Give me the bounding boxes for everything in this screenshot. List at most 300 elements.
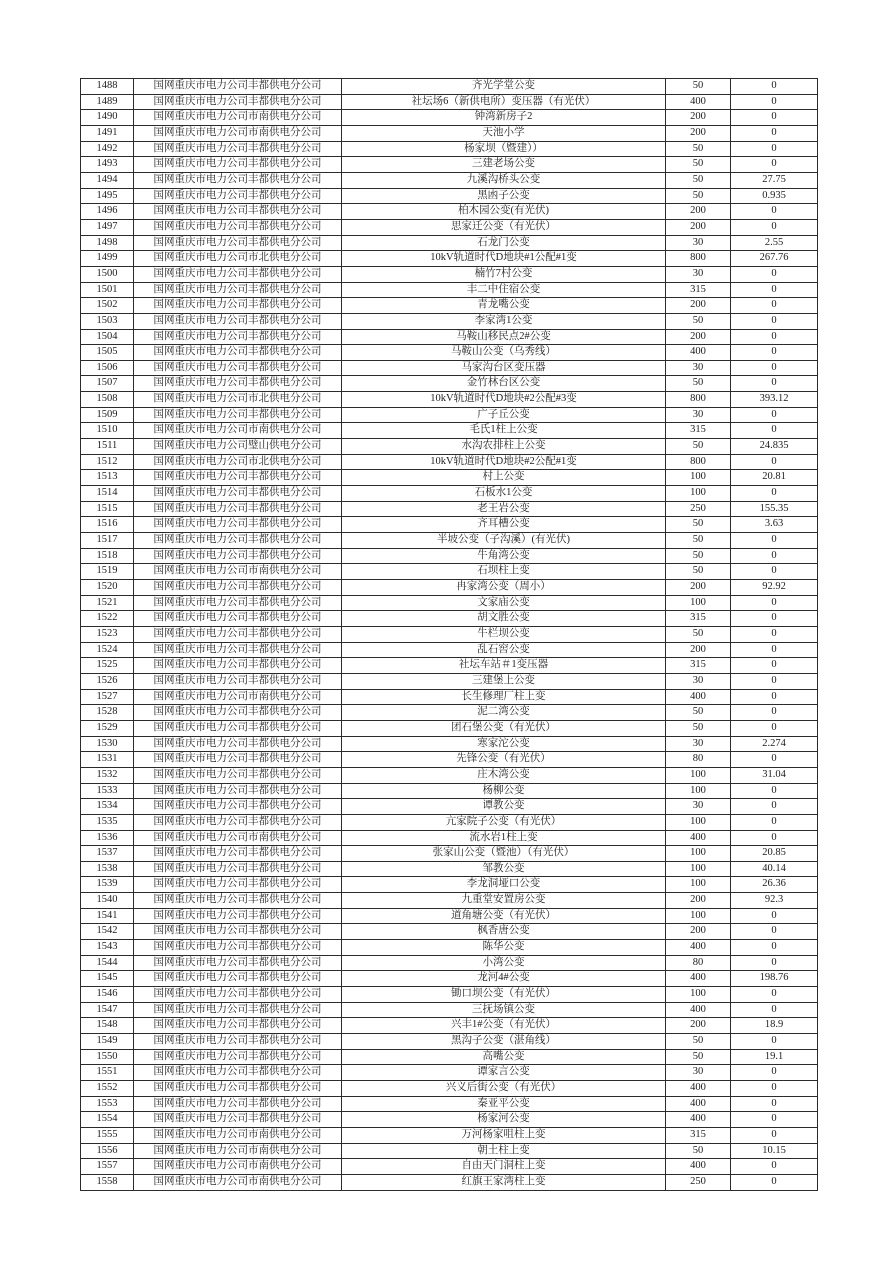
- cell-capacity: 50: [666, 172, 731, 188]
- cell-name: 团石堡公变（有光伏）: [342, 720, 666, 736]
- cell-company: 国网重庆市电力公司丰都供电分公司: [134, 266, 342, 282]
- cell-company: 国网重庆市电力公司丰都供电分公司: [134, 783, 342, 799]
- cell-capacity: 100: [666, 783, 731, 799]
- table-row: [81, 595, 818, 611]
- cell-company: 国网重庆市电力公司市南供电分公司: [134, 125, 342, 141]
- cell-id: 1503: [81, 313, 134, 329]
- cell-value: 198.76: [731, 971, 818, 987]
- cell-capacity: 30: [666, 235, 731, 251]
- cell-name: 10kV轨道时代D地块#2公配#1变: [342, 454, 666, 470]
- cell-capacity: 400: [666, 1159, 731, 1175]
- table-row: [81, 908, 818, 924]
- cell-value: 0: [731, 94, 818, 110]
- cell-capacity: 315: [666, 611, 731, 627]
- cell-capacity: 800: [666, 251, 731, 267]
- cell-value: 0: [731, 689, 818, 705]
- cell-company: 国网重庆市电力公司丰都供电分公司: [134, 298, 342, 314]
- cell-id: 1529: [81, 720, 134, 736]
- cell-id: 1489: [81, 94, 134, 110]
- cell-name: 李家湾1公变: [342, 313, 666, 329]
- cell-value: 0: [731, 360, 818, 376]
- cell-company: 国网重庆市电力公司市北供电分公司: [134, 454, 342, 470]
- cell-company: 国网重庆市电力公司丰都供电分公司: [134, 908, 342, 924]
- cell-name: 老王岩公变: [342, 501, 666, 517]
- table-body: [81, 79, 818, 1191]
- table-row: [81, 767, 818, 783]
- cell-id: 1539: [81, 877, 134, 893]
- cell-id: 1523: [81, 626, 134, 642]
- cell-name: 黑沟子公变（湛角线）: [342, 1034, 666, 1050]
- cell-company: 国网重庆市电力公司丰都供电分公司: [134, 548, 342, 564]
- cell-capacity: 30: [666, 360, 731, 376]
- cell-value: 0: [731, 125, 818, 141]
- cell-value: 40.14: [731, 861, 818, 877]
- table-row: [81, 564, 818, 580]
- cell-value: 0: [731, 486, 818, 502]
- table-row: [81, 1034, 818, 1050]
- cell-company: 国网重庆市电力公司丰都供电分公司: [134, 407, 342, 423]
- cell-id: 1546: [81, 987, 134, 1003]
- cell-value: 0: [731, 79, 818, 95]
- cell-value: 20.81: [731, 470, 818, 486]
- cell-id: 1541: [81, 908, 134, 924]
- cell-id: 1532: [81, 767, 134, 783]
- cell-id: 1508: [81, 392, 134, 408]
- cell-capacity: 50: [666, 439, 731, 455]
- table-row: [81, 689, 818, 705]
- cell-id: 1543: [81, 940, 134, 956]
- cell-value: 3.63: [731, 517, 818, 533]
- cell-name: 金竹林台区公变: [342, 376, 666, 392]
- cell-id: 1491: [81, 125, 134, 141]
- table-row: [81, 282, 818, 298]
- cell-name: 红旗王家湾柱上变: [342, 1174, 666, 1190]
- table-row: [81, 141, 818, 157]
- table-row: [81, 486, 818, 502]
- cell-name: 丰二中住宿公变: [342, 282, 666, 298]
- cell-company: 国网重庆市电力公司丰都供电分公司: [134, 658, 342, 674]
- table-row: [81, 533, 818, 549]
- cell-name: 水沟农排柱上公变: [342, 439, 666, 455]
- cell-capacity: 30: [666, 673, 731, 689]
- cell-value: 0: [731, 1112, 818, 1128]
- cell-id: 1497: [81, 219, 134, 235]
- cell-value: 0: [731, 548, 818, 564]
- cell-capacity: 400: [666, 1112, 731, 1128]
- cell-id: 1518: [81, 548, 134, 564]
- cell-name: 朝土柱上变: [342, 1143, 666, 1159]
- table-row: [81, 501, 818, 517]
- table-row: [81, 235, 818, 251]
- cell-capacity: 250: [666, 1174, 731, 1190]
- table-row: [81, 1159, 818, 1175]
- cell-value: 0: [731, 1034, 818, 1050]
- cell-id: 1521: [81, 595, 134, 611]
- cell-value: 155.35: [731, 501, 818, 517]
- cell-id: 1536: [81, 830, 134, 846]
- table-row: [81, 642, 818, 658]
- cell-id: 1511: [81, 439, 134, 455]
- cell-id: 1524: [81, 642, 134, 658]
- cell-company: 国网重庆市电力公司市南供电分公司: [134, 564, 342, 580]
- cell-capacity: 315: [666, 282, 731, 298]
- cell-company: 国网重庆市电力公司丰都供电分公司: [134, 799, 342, 815]
- cell-company: 国网重庆市电力公司丰都供电分公司: [134, 1002, 342, 1018]
- cell-company: 国网重庆市电力公司丰都供电分公司: [134, 188, 342, 204]
- cell-name: 牛栏坝公变: [342, 626, 666, 642]
- cell-capacity: 200: [666, 924, 731, 940]
- cell-value: 0: [731, 595, 818, 611]
- cell-capacity: 400: [666, 1096, 731, 1112]
- cell-name: 三抚场镇公变: [342, 1002, 666, 1018]
- cell-name: 社坛场6（新供电所）变压器（有光伏）: [342, 94, 666, 110]
- cell-name: 石龙门公变: [342, 235, 666, 251]
- cell-capacity: 315: [666, 423, 731, 439]
- cell-name: 10kV轨道时代D地块#2公配#3变: [342, 392, 666, 408]
- table-row: [81, 893, 818, 909]
- cell-name: 高嘴公变: [342, 1049, 666, 1065]
- cell-company: 国网重庆市电力公司市南供电分公司: [134, 1159, 342, 1175]
- cell-id: 1499: [81, 251, 134, 267]
- cell-value: 0: [731, 908, 818, 924]
- cell-company: 国网重庆市电力公司市南供电分公司: [134, 1127, 342, 1143]
- cell-name: 胡文胜公变: [342, 611, 666, 627]
- cell-name: 乱石窖公变: [342, 642, 666, 658]
- cell-capacity: 50: [666, 376, 731, 392]
- cell-capacity: 50: [666, 533, 731, 549]
- cell-capacity: 50: [666, 626, 731, 642]
- cell-name: 陈华公变: [342, 940, 666, 956]
- cell-company: 国网重庆市电力公司丰都供电分公司: [134, 940, 342, 956]
- cell-name: 泥二湾公变: [342, 705, 666, 721]
- cell-capacity: 200: [666, 125, 731, 141]
- cell-company: 国网重庆市电力公司丰都供电分公司: [134, 814, 342, 830]
- cell-name: 社坛车站＃1变压器: [342, 658, 666, 674]
- table-row: [81, 219, 818, 235]
- cell-capacity: 200: [666, 298, 731, 314]
- cell-name: 马鞍山移民点2#公变: [342, 329, 666, 345]
- cell-capacity: 200: [666, 110, 731, 126]
- table-row: [81, 626, 818, 642]
- cell-id: 1501: [81, 282, 134, 298]
- table-row: [81, 877, 818, 893]
- cell-value: 0: [731, 1159, 818, 1175]
- cell-name: 天池小学: [342, 125, 666, 141]
- cell-value: 10.15: [731, 1143, 818, 1159]
- cell-value: 0: [731, 1065, 818, 1081]
- cell-id: 1535: [81, 814, 134, 830]
- cell-value: 0: [731, 1174, 818, 1190]
- cell-company: 国网重庆市电力公司丰都供电分公司: [134, 736, 342, 752]
- cell-name: 谭教公变: [342, 799, 666, 815]
- table-row: [81, 736, 818, 752]
- cell-company: 国网重庆市电力公司丰都供电分公司: [134, 893, 342, 909]
- cell-id: 1512: [81, 454, 134, 470]
- cell-company: 国网重庆市电力公司丰都供电分公司: [134, 861, 342, 877]
- cell-capacity: 800: [666, 392, 731, 408]
- table-row: [81, 204, 818, 220]
- table-row: [81, 1174, 818, 1190]
- table-row: [81, 1143, 818, 1159]
- cell-value: 0: [731, 564, 818, 580]
- cell-company: 国网重庆市电力公司丰都供电分公司: [134, 611, 342, 627]
- cell-company: 国网重庆市电力公司丰都供电分公司: [134, 1034, 342, 1050]
- cell-name: 杨家河公变: [342, 1112, 666, 1128]
- cell-capacity: 50: [666, 517, 731, 533]
- cell-company: 国网重庆市电力公司丰都供电分公司: [134, 1018, 342, 1034]
- cell-company: 国网重庆市电力公司市南供电分公司: [134, 110, 342, 126]
- cell-id: 1530: [81, 736, 134, 752]
- cell-name: 龙河4#公变: [342, 971, 666, 987]
- cell-capacity: 315: [666, 658, 731, 674]
- cell-name: 思家迁公变（有光伏）: [342, 219, 666, 235]
- cell-name: 半坡公变（子沟溪）(有光伏): [342, 533, 666, 549]
- cell-company: 国网重庆市电力公司市南供电分公司: [134, 689, 342, 705]
- cell-company: 国网重庆市电力公司丰都供电分公司: [134, 971, 342, 987]
- cell-name: 寒家沱公变: [342, 736, 666, 752]
- cell-name: 齐光学堂公变: [342, 79, 666, 95]
- cell-value: 0: [731, 673, 818, 689]
- cell-company: 国网重庆市电力公司丰都供电分公司: [134, 595, 342, 611]
- cell-id: 1556: [81, 1143, 134, 1159]
- table-row: [81, 1018, 818, 1034]
- cell-id: 1525: [81, 658, 134, 674]
- cell-name: 齐耳槽公变: [342, 517, 666, 533]
- cell-value: 0: [731, 219, 818, 235]
- table-row: [81, 987, 818, 1003]
- cell-id: 1531: [81, 752, 134, 768]
- cell-company: 国网重庆市电力公司市南供电分公司: [134, 1174, 342, 1190]
- cell-id: 1502: [81, 298, 134, 314]
- cell-company: 国网重庆市电力公司丰都供电分公司: [134, 1081, 342, 1097]
- cell-value: 0: [731, 533, 818, 549]
- cell-value: 393.12: [731, 392, 818, 408]
- cell-value: 2.55: [731, 235, 818, 251]
- cell-company: 国网重庆市电力公司丰都供电分公司: [134, 313, 342, 329]
- cell-company: 国网重庆市电力公司丰都供电分公司: [134, 533, 342, 549]
- cell-capacity: 50: [666, 720, 731, 736]
- cell-company: 国网重庆市电力公司丰都供电分公司: [134, 846, 342, 862]
- table-row: [81, 407, 818, 423]
- cell-value: 18.9: [731, 1018, 818, 1034]
- cell-value: 0: [731, 298, 818, 314]
- cell-capacity: 30: [666, 266, 731, 282]
- cell-capacity: 400: [666, 1081, 731, 1097]
- cell-capacity: 100: [666, 846, 731, 862]
- cell-capacity: 250: [666, 501, 731, 517]
- cell-capacity: 50: [666, 1143, 731, 1159]
- cell-value: 20.85: [731, 846, 818, 862]
- cell-name: 石坝柱上变: [342, 564, 666, 580]
- cell-id: 1545: [81, 971, 134, 987]
- cell-capacity: 100: [666, 877, 731, 893]
- cell-value: 0: [731, 987, 818, 1003]
- cell-company: 国网重庆市电力公司丰都供电分公司: [134, 1065, 342, 1081]
- table-row: [81, 517, 818, 533]
- cell-capacity: 80: [666, 955, 731, 971]
- table-row: [81, 548, 818, 564]
- cell-capacity: 200: [666, 1018, 731, 1034]
- cell-id: 1558: [81, 1174, 134, 1190]
- cell-capacity: 200: [666, 580, 731, 596]
- cell-id: 1553: [81, 1096, 134, 1112]
- cell-name: 青龙嘴公变: [342, 298, 666, 314]
- table-row: [81, 188, 818, 204]
- cell-company: 国网重庆市电力公司丰都供电分公司: [134, 1096, 342, 1112]
- cell-name: 柏木园公变(有光伏): [342, 204, 666, 220]
- table-row: [81, 439, 818, 455]
- cell-capacity: 100: [666, 595, 731, 611]
- cell-value: 0: [731, 783, 818, 799]
- cell-capacity: 50: [666, 705, 731, 721]
- cell-company: 国网重庆市电力公司丰都供电分公司: [134, 517, 342, 533]
- cell-value: 92.92: [731, 580, 818, 596]
- cell-company: 国网重庆市电力公司丰都供电分公司: [134, 329, 342, 345]
- cell-capacity: 50: [666, 1049, 731, 1065]
- cell-capacity: 50: [666, 548, 731, 564]
- table-row: [81, 705, 818, 721]
- cell-id: 1516: [81, 517, 134, 533]
- cell-value: 0: [731, 814, 818, 830]
- cell-name: 冉家湾公变（周小）: [342, 580, 666, 596]
- cell-name: 万河杨家咀柱上变: [342, 1127, 666, 1143]
- cell-company: 国网重庆市电力公司丰都供电分公司: [134, 705, 342, 721]
- cell-name: 石板水1公变: [342, 486, 666, 502]
- cell-capacity: 200: [666, 204, 731, 220]
- cell-name: 长生修理厂柱上变: [342, 689, 666, 705]
- cell-capacity: 50: [666, 188, 731, 204]
- cell-value: 0: [731, 345, 818, 361]
- cell-name: 马家沟台区变压器: [342, 360, 666, 376]
- cell-name: 楠竹7村公变: [342, 266, 666, 282]
- cell-name: 村上公变: [342, 470, 666, 486]
- cell-capacity: 200: [666, 893, 731, 909]
- table-row: [81, 94, 818, 110]
- table-row: [81, 955, 818, 971]
- cell-company: 国网重庆市电力公司丰都供电分公司: [134, 955, 342, 971]
- cell-id: 1507: [81, 376, 134, 392]
- table-row: [81, 1096, 818, 1112]
- cell-capacity: 400: [666, 345, 731, 361]
- cell-name: 三建堡上公变: [342, 673, 666, 689]
- cell-id: 1515: [81, 501, 134, 517]
- cell-capacity: 315: [666, 1127, 731, 1143]
- cell-capacity: 100: [666, 908, 731, 924]
- cell-value: 267.76: [731, 251, 818, 267]
- cell-capacity: 200: [666, 642, 731, 658]
- table-row: [81, 298, 818, 314]
- cell-value: 0: [731, 454, 818, 470]
- cell-value: 0: [731, 924, 818, 940]
- cell-value: 92.3: [731, 893, 818, 909]
- table-row: [81, 376, 818, 392]
- cell-id: 1557: [81, 1159, 134, 1175]
- cell-company: 国网重庆市电力公司市北供电分公司: [134, 392, 342, 408]
- cell-company: 国网重庆市电力公司丰都供电分公司: [134, 752, 342, 768]
- cell-id: 1490: [81, 110, 134, 126]
- cell-value: 0: [731, 1127, 818, 1143]
- cell-id: 1519: [81, 564, 134, 580]
- table-row: [81, 1081, 818, 1097]
- table-row: [81, 423, 818, 439]
- cell-id: 1493: [81, 157, 134, 173]
- table-row: [81, 658, 818, 674]
- cell-name: 九重堂安置房公变: [342, 893, 666, 909]
- table-row: [81, 79, 818, 95]
- cell-capacity: 200: [666, 329, 731, 345]
- cell-id: 1498: [81, 235, 134, 251]
- table-row: [81, 971, 818, 987]
- cell-company: 国网重庆市电力公司丰都供电分公司: [134, 673, 342, 689]
- cell-company: 国网重庆市电力公司璧山供电分公司: [134, 439, 342, 455]
- cell-company: 国网重庆市电力公司丰都供电分公司: [134, 642, 342, 658]
- cell-id: 1551: [81, 1065, 134, 1081]
- cell-id: 1527: [81, 689, 134, 705]
- cell-name: 李龙洞垭口公变: [342, 877, 666, 893]
- cell-capacity: 100: [666, 767, 731, 783]
- table-row: [81, 251, 818, 267]
- cell-capacity: 400: [666, 830, 731, 846]
- cell-value: 0: [731, 204, 818, 220]
- cell-id: 1510: [81, 423, 134, 439]
- table-row: [81, 125, 818, 141]
- cell-id: 1517: [81, 533, 134, 549]
- cell-id: 1540: [81, 893, 134, 909]
- cell-company: 国网重庆市电力公司丰都供电分公司: [134, 987, 342, 1003]
- cell-company: 国网重庆市电力公司丰都供电分公司: [134, 767, 342, 783]
- cell-id: 1552: [81, 1081, 134, 1097]
- cell-id: 1554: [81, 1112, 134, 1128]
- cell-value: 0: [731, 407, 818, 423]
- cell-id: 1537: [81, 846, 134, 862]
- cell-capacity: 400: [666, 689, 731, 705]
- cell-capacity: 400: [666, 940, 731, 956]
- cell-company: 国网重庆市电力公司丰都供电分公司: [134, 470, 342, 486]
- cell-name: 兴义后街公变（有光伏）: [342, 1081, 666, 1097]
- cell-company: 国网重庆市电力公司丰都供电分公司: [134, 345, 342, 361]
- cell-id: 1555: [81, 1127, 134, 1143]
- cell-id: 1528: [81, 705, 134, 721]
- cell-value: 0: [731, 110, 818, 126]
- cell-name: 广子丘公变: [342, 407, 666, 423]
- cell-company: 国网重庆市电力公司市北供电分公司: [134, 251, 342, 267]
- cell-id: 1500: [81, 266, 134, 282]
- cell-id: 1504: [81, 329, 134, 345]
- cell-name: 枫香唐公变: [342, 924, 666, 940]
- table-row: [81, 1065, 818, 1081]
- cell-name: 先锋公变（有光伏）: [342, 752, 666, 768]
- table-row: [81, 924, 818, 940]
- cell-company: 国网重庆市电力公司丰都供电分公司: [134, 626, 342, 642]
- cell-value: 0: [731, 1096, 818, 1112]
- cell-company: 国网重庆市电力公司丰都供电分公司: [134, 1112, 342, 1128]
- cell-name: 邹教公变: [342, 861, 666, 877]
- cell-value: 0: [731, 752, 818, 768]
- cell-name: 九溪沟桥头公变: [342, 172, 666, 188]
- cell-capacity: 50: [666, 1034, 731, 1050]
- cell-capacity: 30: [666, 799, 731, 815]
- cell-value: 0: [731, 423, 818, 439]
- cell-value: 0: [731, 658, 818, 674]
- table-row: [81, 783, 818, 799]
- table-row: [81, 313, 818, 329]
- cell-company: 国网重庆市电力公司市南供电分公司: [134, 423, 342, 439]
- cell-value: 0: [731, 141, 818, 157]
- cell-company: 国网重庆市电力公司丰都供电分公司: [134, 486, 342, 502]
- table-row: [81, 345, 818, 361]
- cell-value: 0: [731, 376, 818, 392]
- cell-capacity: 400: [666, 94, 731, 110]
